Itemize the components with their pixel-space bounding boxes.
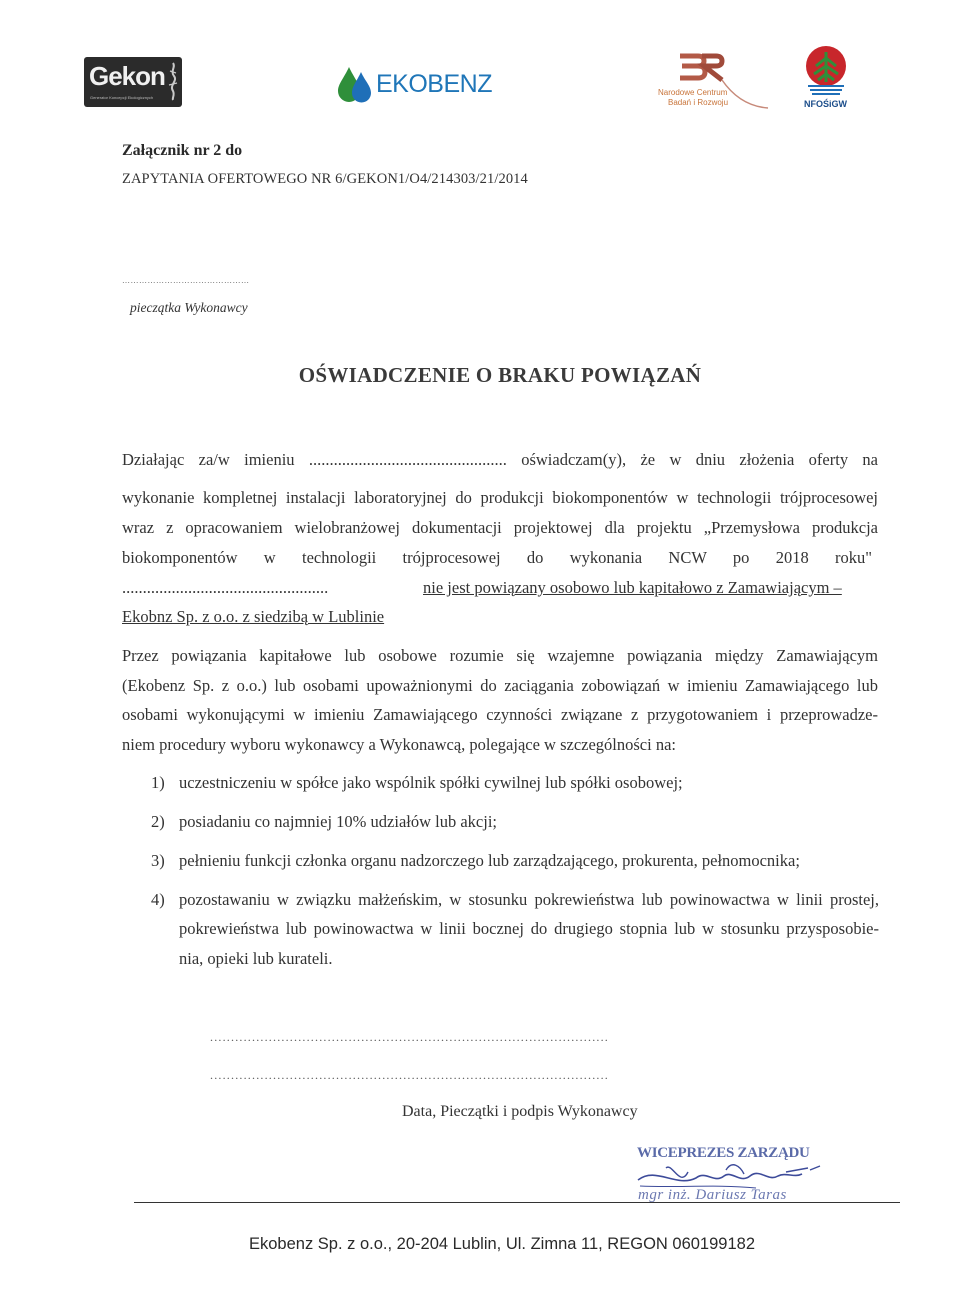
list-item-3-number: 3)	[151, 851, 165, 870]
list-item-2-number: 2)	[151, 812, 165, 831]
list-item-4-line-3: nia, opieki lub kurateli.	[179, 949, 333, 968]
declaration-line-3: wraz z opracowaniem wielobranżowej dokumentacji projektowej dla projektu „Przemysłowa produkcja	[122, 518, 878, 537]
lizard-icon	[166, 61, 180, 101]
declaration-line-6: Ekobnz Sp. z o.o. z siedzibą w Lublinie	[122, 607, 385, 626]
stamp-name: mgr inż. Dariusz Taras	[638, 1187, 787, 1203]
ncbr-line2: Badań i Rozwoju	[668, 98, 729, 107]
nfosigw-emblem-icon	[800, 44, 852, 100]
definition-line-1: Przez powiązania kapitałowe lub osobowe rozumie się wzajemne powiązania między Zamawiającym	[122, 646, 878, 665]
list-item-2-text: posiadaniu co najmniej 10% udziałów lub akcji;	[179, 812, 498, 831]
declaration-line-4: biokomponentów w technologii trójprocesowej do wykonania NCW po 2018 roku"	[122, 548, 872, 567]
signature-dots-1: ...............................................................................................	[210, 1030, 609, 1044]
list-item-3-text: pełnieniu funkcji członka organu nadzorczego lub zarządzającego, prokurenta, pełnomocnika;	[179, 851, 800, 870]
declaration-line-2: wykonanie kompletnej instalacji laboratoryjnej do produkcji biokomponentów w technologii trójprocesowej	[122, 488, 878, 507]
signature-label: Data, Pieczątki i podpis Wykonawcy	[402, 1103, 638, 1120]
declaration-line-5-text: nie jest powiązany osobowo lub kapitałowo z Zamawiającym –	[423, 578, 842, 597]
nfosigw-text: NFOŚiGW	[804, 99, 847, 109]
ncbr-logo	[652, 50, 772, 110]
stamp-title: WICEPREZES ZARZĄDU	[637, 1145, 810, 1161]
drops-icon	[336, 64, 376, 104]
definition-line-4: niem procedury wyboru wykonawcy a Wykonawcą, polegające w szczególności na:	[122, 735, 676, 754]
definition-line-2: (Ekobenz Sp. z o.o.) lub osobami upoważnionymi do zaciągania zobowiązań w imieniu Zamawiającego lub	[122, 676, 878, 695]
signature-dots-2: ...............................................................................................	[210, 1068, 609, 1082]
list-item-4-line-1: pozostawaniu w związku małżeńskim, w stosunku pokrewieństwa lub powinowactwa w linii prostej,	[179, 890, 879, 909]
list-item-4-line-2: pokrewieństwa lub powinowactwa w linii bocznej do drugiego stopnia lub w stosunku przysposobie-	[179, 919, 879, 938]
gekon-logo	[84, 57, 182, 107]
gekon-logo-text: Gekon	[89, 61, 165, 91]
document-title: OŚWIADCZENIE O BRAKU POWIĄZAŃ	[298, 363, 702, 387]
nfosigw-logo	[800, 44, 852, 110]
ncbr-line1: Narodowe Centrum	[658, 88, 728, 97]
declaration-line-5-dots: ..................................................	[122, 578, 329, 597]
footer-address: Ekobenz Sp. z o.o., 20-204 Lublin, Ul. Zimna 11, REGON 060199182	[249, 1235, 755, 1253]
inquiry-number: ZAPYTANIA OFERTOWEGO NR 6/GEKON1/O4/214303/21/2014	[122, 171, 528, 187]
contractor-stamp-label: pieczątka Wykonawcy	[130, 300, 248, 315]
list-item-4-number: 4)	[151, 890, 165, 909]
gekon-logo-subtitle: Generator Koncepcji Ekologicznych	[90, 95, 154, 100]
annex-label: Załącznik nr 2 do	[122, 142, 243, 159]
footer-divider	[134, 1202, 900, 1203]
definition-line-3: osobami wykonującymi w imieniu Zamawiającego czynności związane z przygotowaniem i przeprowadze-	[122, 705, 878, 724]
list-item-1-text: uczestniczeniu w spółce jako wspólnik spółki cywilnej lub spółki osobowej;	[179, 773, 683, 792]
list-item-1-number: 1)	[151, 773, 165, 792]
ekobenz-logo-text: EKOBENZ	[376, 70, 492, 98]
stamp-dots: ………………………………………	[122, 276, 250, 285]
declaration-line-1: Działając za/w imieniu ................................................ oświadczam(y), że w dniu złożenia oferty na	[122, 450, 878, 469]
ekobenz-logo	[336, 64, 492, 104]
